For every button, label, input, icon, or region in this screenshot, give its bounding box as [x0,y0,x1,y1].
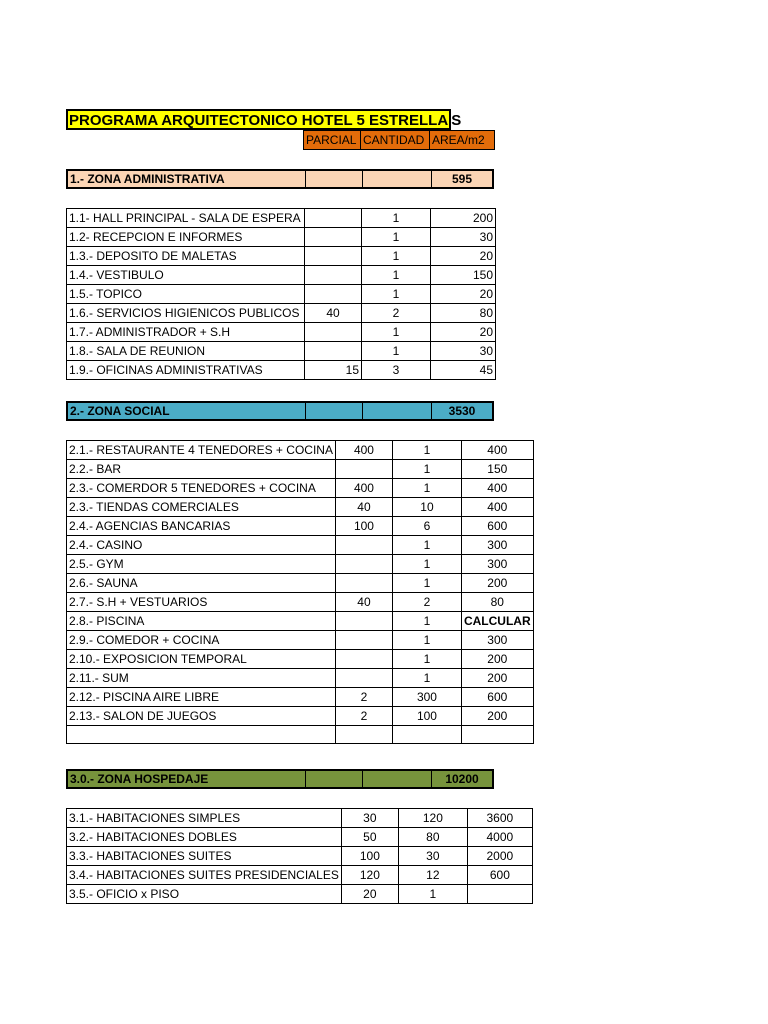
row-parcial-cell: 100 [335,517,392,536]
row-parcial-cell: 120 [341,866,398,885]
row-area-cell: 2000 [467,847,532,866]
row-name-cell: 1.2- RECEPCION E INFORMES [67,228,305,247]
row-name-cell: 1.8.- SALA DE REUNION [67,342,305,361]
row-area-cell: 400 [461,441,533,460]
row-area-cell: 30 [431,228,496,247]
row-parcial-cell: 2 [335,707,392,726]
table-row [67,593,534,612]
row-area-cell: 400 [461,498,533,517]
row-area-cell: 20 [431,285,496,304]
zone-total: 10200 [445,772,479,786]
row-name-cell: 1.4.- VESTIBULO [67,266,305,285]
table-row [67,885,533,904]
row-name-cell: 2.6.- SAUNA [67,574,336,593]
zone-name: 3.0.- ZONA HOSPEDAJE [68,771,306,787]
zone-table-hospedaje [66,808,533,904]
row-area-cell: 150 [461,460,533,479]
table-row [67,228,496,247]
row-cantidad-cell: 1 [392,631,461,650]
row-name-cell: 1.1- HALL PRINCIPAL - SALA DE ESPERA [67,209,305,228]
row-cantidad-cell: 3 [362,361,431,380]
row-cantidad-cell: 2 [392,593,461,612]
row-parcial-cell [335,726,392,744]
row-name-cell: 2.1.- RESTAURANTE 4 TENEDORES + COCINA [67,441,336,460]
table-row [67,574,534,593]
table-row [67,688,534,707]
row-name-cell: 2.7.- S.H + VESTUARIOS [67,593,336,612]
row-cantidad-cell: 1 [362,228,431,247]
row-parcial-cell: 30 [341,809,398,828]
row-name-cell: 3.5.- OFICIO x PISO [67,885,342,904]
row-area-cell: 20 [431,323,496,342]
row-name-cell: 2.3.- TIENDAS COMERCIALES [67,498,336,517]
table-row [67,809,533,828]
zone-total: 595 [451,172,473,186]
row-area-cell: CALCULAR [461,612,533,631]
row-parcial-cell: 15 [305,361,362,380]
row-name-cell: 1.9.- OFICINAS ADMINISTRATIVAS [67,361,305,380]
table-row [67,285,496,304]
table-row [67,304,496,323]
table-row [67,650,534,669]
row-area-cell [461,726,533,744]
row-cantidad-cell: 100 [392,707,461,726]
row-parcial-cell: 40 [335,498,392,517]
table-row [67,866,533,885]
row-parcial-cell [335,669,392,688]
table-row [67,342,496,361]
row-name-cell: 2.12.- PISCINA AIRE LIBRE [67,688,336,707]
table-row [67,555,534,574]
row-cantidad-cell: 1 [398,885,467,904]
header-cantidad: CANTIDAD [360,130,430,150]
row-parcial-cell: 50 [341,828,398,847]
table-row [67,828,533,847]
row-parcial-cell [335,555,392,574]
row-name-cell: 2.5.- GYM [67,555,336,574]
row-area-cell: 3600 [467,809,532,828]
row-cantidad-cell: 300 [392,688,461,707]
row-parcial-cell [305,209,362,228]
row-area-cell: 600 [467,866,532,885]
row-cantidad-cell: 30 [398,847,467,866]
row-name-cell [67,726,336,744]
row-parcial-cell: 400 [335,441,392,460]
row-name-cell: 3.3.- HABITACIONES SUITES [67,847,342,866]
table-row [67,209,496,228]
row-cantidad-cell: 120 [398,809,467,828]
row-parcial-cell [335,612,392,631]
row-name-cell: 3.1.- HABITACIONES SIMPLES [67,809,342,828]
table-row [67,361,496,380]
row-name-cell: 3.2.- HABITACIONES DOBLES [67,828,342,847]
row-parcial-cell: 2 [335,688,392,707]
row-area-cell: 200 [461,669,533,688]
row-name-cell: 2.8.- PISCINA [67,612,336,631]
row-name-cell: 2.13.- SALON DE JUEGOS [67,707,336,726]
row-area-cell: 300 [461,631,533,650]
row-cantidad-cell: 1 [392,555,461,574]
table-row [67,460,534,479]
row-parcial-cell [305,285,362,304]
zone-total: 3530 [448,404,476,418]
table-row [67,726,534,744]
title-tail: S [451,112,462,129]
row-cantidad-cell: 1 [392,650,461,669]
row-area-cell: 400 [461,479,533,498]
table-row [67,536,534,555]
row-name-cell: 3.4.- HABITACIONES SUITES PRESIDENCIALES [67,866,342,885]
row-parcial-cell [305,323,362,342]
zone-header-social [66,401,494,421]
row-cantidad-cell: 1 [362,247,431,266]
row-area-cell: 300 [461,555,533,574]
row-name-cell: 2.3.- COMERDOR 5 TENEDORES + COCINA [67,479,336,498]
header-area: AREA/m2 [429,130,495,150]
row-parcial-cell [335,460,392,479]
row-area-cell: 600 [461,517,533,536]
table-row [67,441,534,460]
table-row [67,517,534,536]
header-parcial: PARCIAL [303,130,361,150]
row-cantidad-cell [392,726,461,744]
row-parcial-cell [305,247,362,266]
row-cantidad-cell: 6 [392,517,461,536]
row-area-cell: 45 [431,361,496,380]
row-parcial-cell: 400 [335,479,392,498]
row-name-cell: 1.6.- SERVICIOS HIGIENICOS PUBLICOS [67,304,305,323]
row-parcial-cell [305,342,362,361]
row-parcial-cell [335,631,392,650]
table-row [67,498,534,517]
row-cantidad-cell: 1 [362,266,431,285]
row-area-cell: 80 [431,304,496,323]
row-area-cell: 200 [461,707,533,726]
zone-name: 2.- ZONA SOCIAL [68,403,306,419]
row-name-cell: 1.7.- ADMINISTRADOR + S.H [67,323,305,342]
row-cantidad-cell: 10 [392,498,461,517]
row-name-cell: 2.2.- BAR [67,460,336,479]
row-parcial-cell: 100 [341,847,398,866]
row-parcial-cell [335,574,392,593]
row-cantidad-cell: 1 [362,323,431,342]
row-area-cell: 4000 [467,828,532,847]
row-cantidad-cell: 2 [362,304,431,323]
row-name-cell: 2.10.- EXPOSICION TEMPORAL [67,650,336,669]
zone-name: 1.- ZONA ADMINISTRATIVA [68,171,306,187]
row-name-cell: 2.11.- SUM [67,669,336,688]
row-parcial-cell: 20 [341,885,398,904]
row-cantidad-cell: 1 [362,342,431,361]
row-cantidad-cell: 12 [398,866,467,885]
table-row [67,323,496,342]
row-cantidad-cell: 1 [362,209,431,228]
row-parcial-cell: 40 [305,304,362,323]
zone-table-social [66,440,534,744]
title-highlighted: PROGRAMA ARQUITECTONICO HOTEL 5 ESTRELLA [66,109,451,130]
row-cantidad-cell: 1 [392,574,461,593]
row-cantidad-cell: 1 [362,285,431,304]
row-cantidad-cell: 1 [392,669,461,688]
row-name-cell: 2.9.- COMEDOR + COCINA [67,631,336,650]
row-name-cell: 1.5.- TOPICO [67,285,305,304]
row-cantidad-cell: 80 [398,828,467,847]
row-parcial-cell [305,266,362,285]
zone-header-hospedaje [66,769,494,789]
row-cantidad-cell: 1 [392,612,461,631]
table-row [67,669,534,688]
table-row [67,707,534,726]
row-parcial-cell [305,228,362,247]
row-area-cell: 300 [461,536,533,555]
table-row [67,479,534,498]
row-cantidad-cell: 1 [392,460,461,479]
row-cantidad-cell: 1 [392,441,461,460]
zone-header-administrativa [66,169,494,189]
row-area-cell: 30 [431,342,496,361]
zone-table-administrativa [66,208,496,380]
table-row [67,612,534,631]
row-parcial-cell: 40 [335,593,392,612]
table-row [67,247,496,266]
table-row [67,266,496,285]
row-area-cell: 80 [461,593,533,612]
row-cantidad-cell: 1 [392,536,461,555]
sheet-title [66,109,461,130]
row-area-cell: 150 [431,266,496,285]
row-area-cell: 200 [461,650,533,669]
row-parcial-cell [335,536,392,555]
row-name-cell: 2.4.- AGENCIAS BANCARIAS [67,517,336,536]
row-area-cell [467,885,532,904]
row-name-cell: 2.4.- CASINO [67,536,336,555]
row-name-cell: 1.3.- DEPOSITO DE MALETAS [67,247,305,266]
row-cantidad-cell: 1 [392,479,461,498]
row-area-cell: 200 [431,209,496,228]
row-area-cell: 600 [461,688,533,707]
table-row [67,631,534,650]
table-row [67,847,533,866]
row-area-cell: 200 [461,574,533,593]
row-parcial-cell [335,650,392,669]
row-area-cell: 20 [431,247,496,266]
